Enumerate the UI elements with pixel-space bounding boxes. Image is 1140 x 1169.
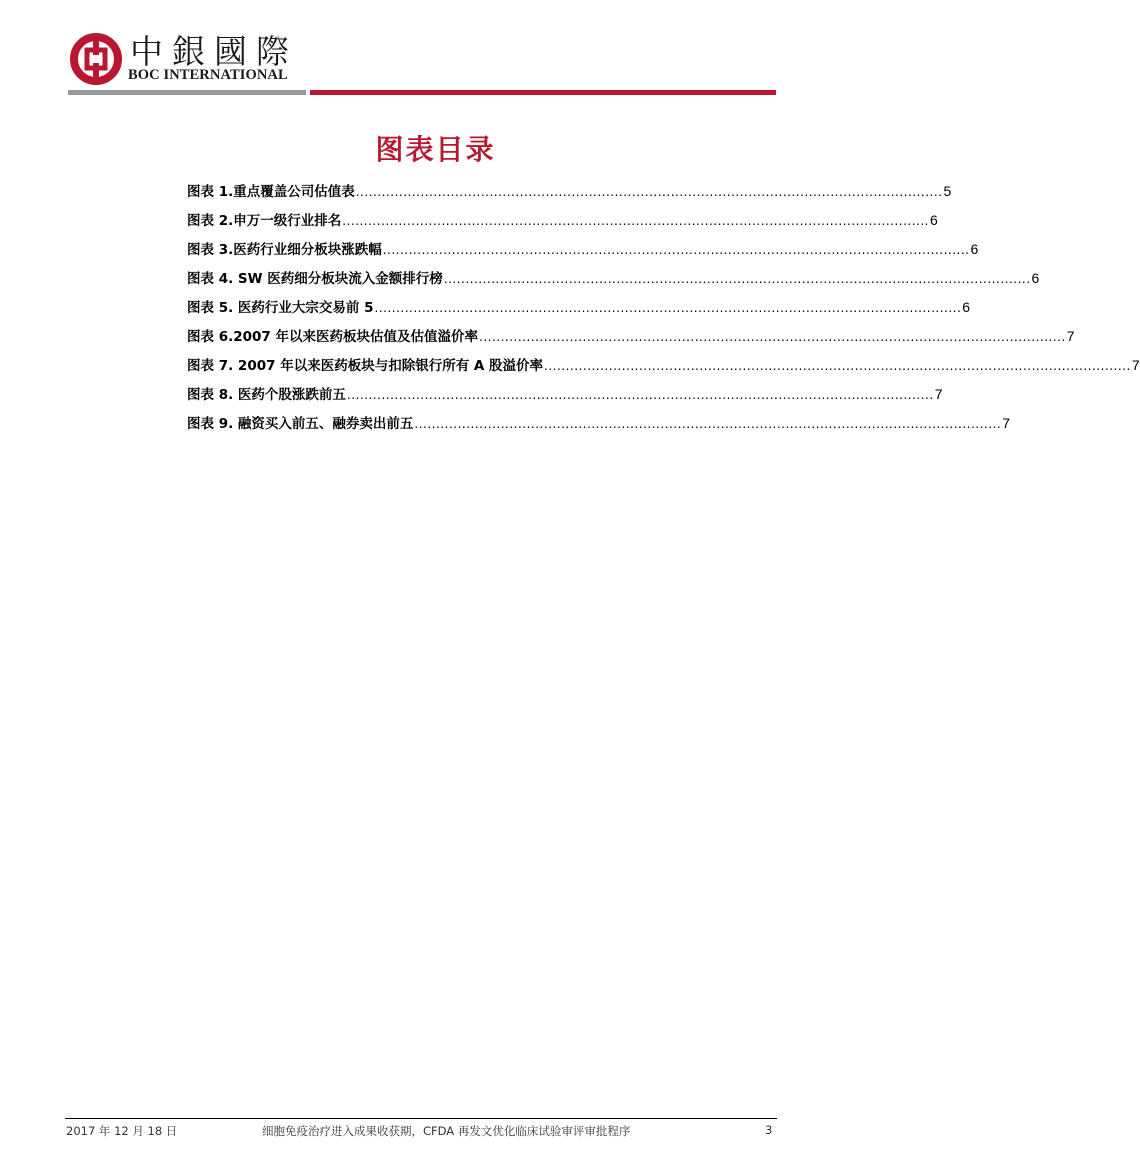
toc-entry-page[interactable]: 5 <box>943 183 952 199</box>
toc-entry-page[interactable]: 6 <box>1031 270 1040 286</box>
footer-page-number: 3 <box>765 1123 773 1137</box>
toc-entry-text[interactable]: 图表 5. 医药行业大宗交易前 5 <box>187 300 374 316</box>
toc-entry[interactable] <box>187 267 1040 296</box>
toc-title: 图表目录 <box>375 133 496 166</box>
toc-entry[interactable] <box>187 325 1075 354</box>
toc-entry-page[interactable]: 7 <box>934 386 943 402</box>
footer-rule <box>65 1118 777 1119</box>
toc-entry-page[interactable]: 6 <box>962 299 971 315</box>
toc-entry-text[interactable]: 图表 8. 医药个股涨跌前五 <box>187 387 346 403</box>
toc-leader-dots: ........................................................................................................................................ <box>374 301 962 315</box>
toc-leader-dots: ........................................................................................................................................ <box>346 388 934 402</box>
toc-leader-dots: ........................................................................................................................................ <box>544 359 1131 373</box>
footer-report-title: 细胞免疫治疗进入成果收获期，CFDA 再发文优化临床试验审评审批程序 <box>262 1124 631 1138</box>
toc-leader-dots: ........................................................................................................................................ <box>414 417 1002 431</box>
header-rule-gray <box>68 90 306 95</box>
toc-entry[interactable] <box>187 180 952 209</box>
toc-leader-dots: ........................................................................................................................................ <box>382 243 970 257</box>
toc-entry[interactable] <box>187 238 979 267</box>
toc-entry-text[interactable]: 图表 1.重点覆盖公司估值表 <box>187 184 355 200</box>
toc-leader-dots: ........................................................................................................................................ <box>479 330 1066 344</box>
boc-logo-icon <box>70 33 122 85</box>
toc-entry-page[interactable]: 6 <box>930 212 938 228</box>
toc-entry-text[interactable]: 图表 6.2007 年以来医药板块估值及估值溢价率 <box>187 329 478 345</box>
toc-list <box>187 180 1140 441</box>
header-rule-red <box>310 90 776 95</box>
footer-date: 2017 年 12 月 18 日 <box>66 1124 178 1138</box>
toc-entry[interactable] <box>187 296 971 325</box>
toc-entry[interactable] <box>187 354 1140 383</box>
toc-entry-text[interactable]: 图表 7. 2007 年以来医药板块与扣除银行所有 A 股溢价率 <box>187 358 544 374</box>
toc-leader-dots: ........................................................................................................................................ <box>342 214 929 228</box>
toc-entry[interactable] <box>187 412 1010 441</box>
toc-entry-text[interactable]: 图表 2.申万一级行业排名 <box>187 213 342 229</box>
toc-entry-page[interactable]: 7 <box>1131 357 1140 373</box>
toc-entry-text[interactable]: 图表 3.医药行业细分板块涨跌幅 <box>187 242 382 258</box>
toc-entry-text[interactable]: 图表 9. 融资买入前五、融券卖出前五 <box>187 416 414 432</box>
toc-leader-dots: ........................................................................................................................................ <box>355 185 943 199</box>
toc-entry[interactable] <box>187 383 943 412</box>
toc-entry-page[interactable]: 7 <box>1002 415 1010 431</box>
brand-name-en: BOC INTERNATIONAL <box>128 67 288 83</box>
toc-entry-text[interactable]: 图表 4. SW 医药细分板块流入金额排行榜 <box>187 271 443 287</box>
toc-entry[interactable] <box>187 209 938 238</box>
toc-leader-dots: ........................................................................................................................................ <box>443 272 1031 286</box>
brand-name-cn: 中銀國際 <box>130 32 298 71</box>
toc-entry-page[interactable]: 7 <box>1066 328 1075 344</box>
toc-entry-page[interactable]: 6 <box>970 241 979 257</box>
